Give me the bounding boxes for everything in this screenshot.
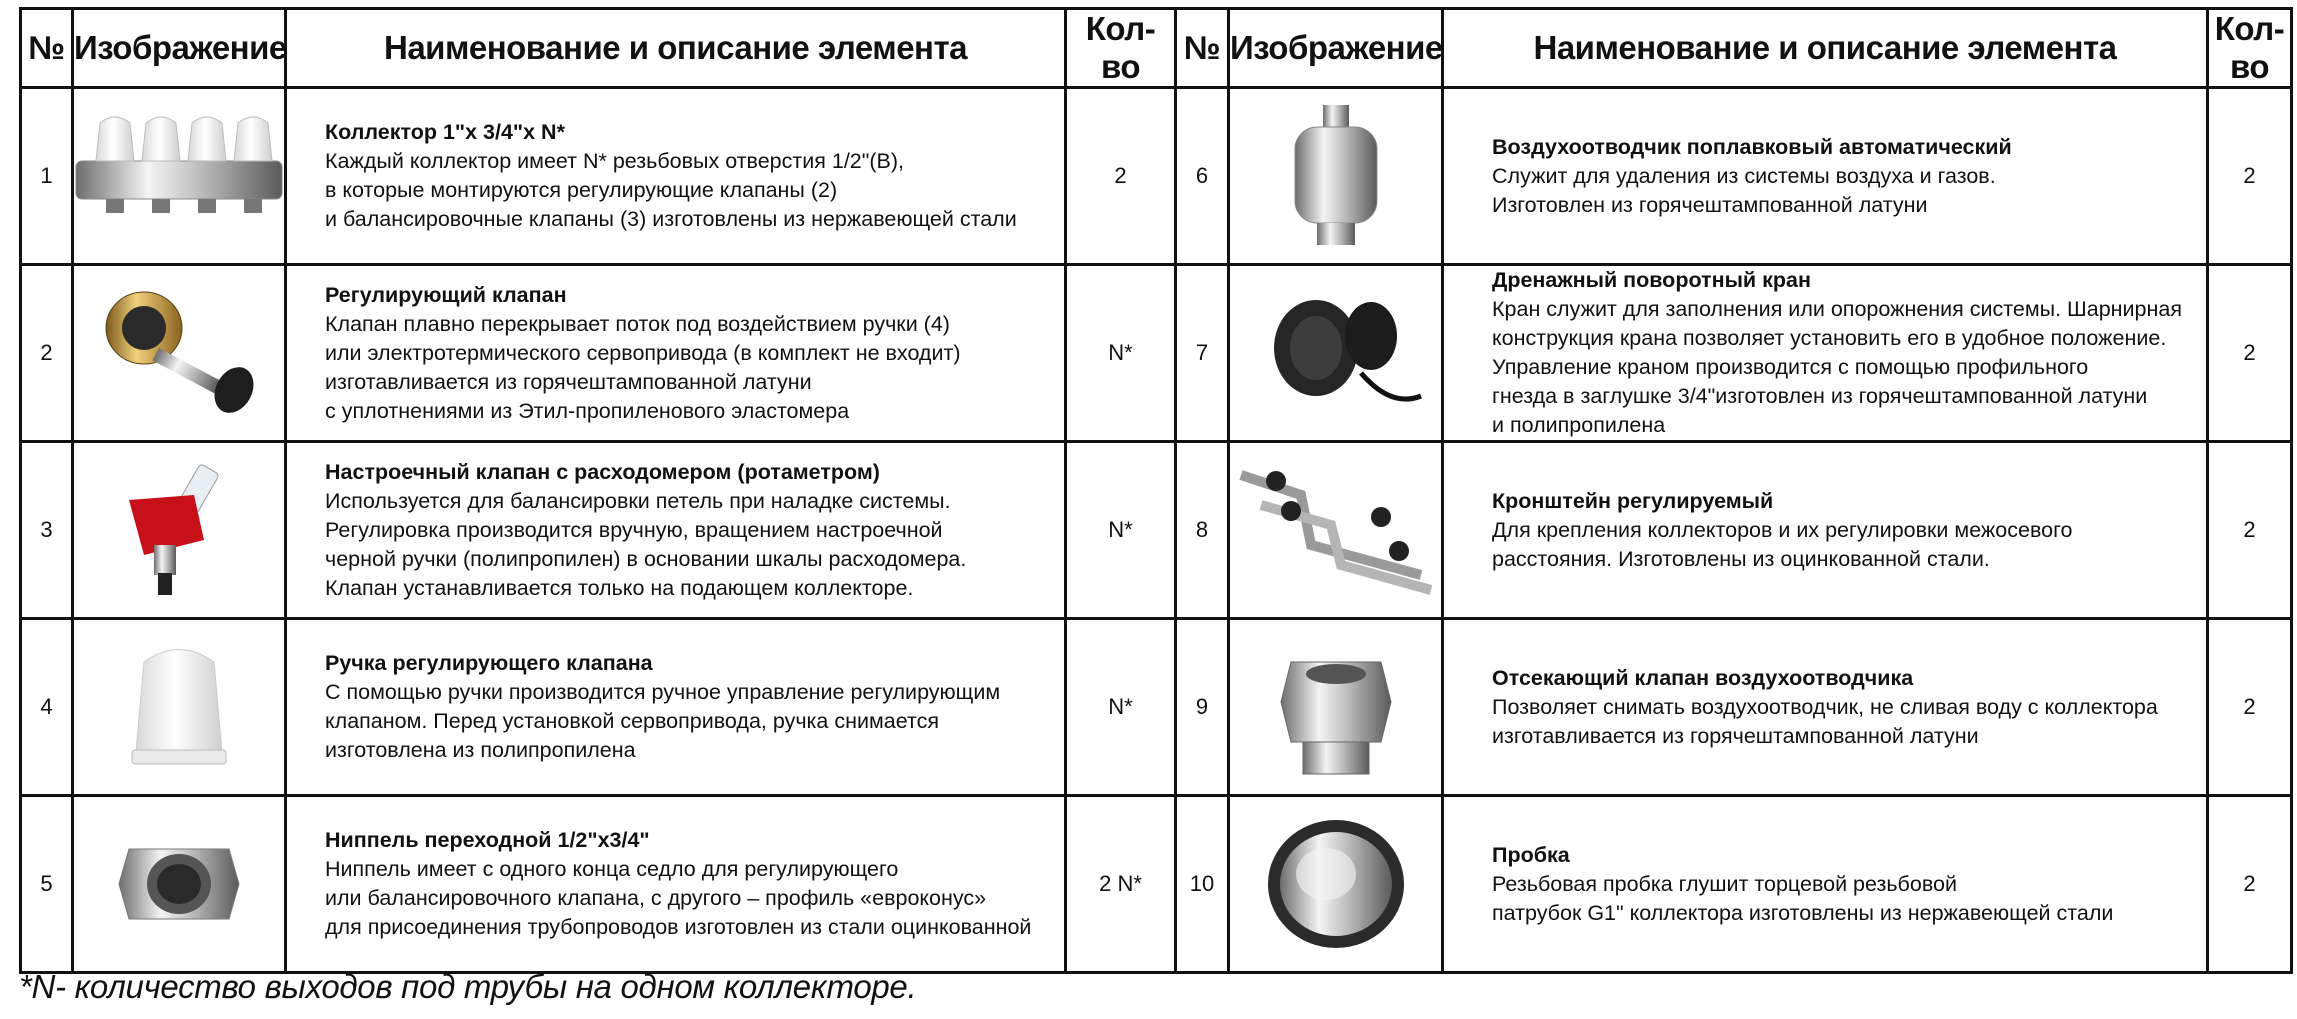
item-number: 4 [21,619,73,796]
item-description-line: или балансировочного клапана, с другого – профиль «евроконус» [325,886,987,910]
item-description [1443,88,2208,265]
item-description-line: и балансировочные клапаны (3) изготовлены из нержавеющей стали [325,207,1017,231]
flowmeter-valve-icon [73,442,286,619]
item-title: Дренажный поворотный кран [1492,268,1811,292]
item-description [1443,796,2208,973]
item-description [286,442,1066,619]
header-qty: Кол-во [1066,9,1176,88]
item-description-line: Клапан устанавливается только на подающем коллекторе. [325,575,914,600]
item-description-line: Изготовлен из горячештампованной латуни [1492,192,1928,217]
item-description-line: Позволяет снимать воздухоотводчик, не сливая воду с коллектора [1492,694,2158,719]
item-description-line: изготавливается из горячештампованной латуни [1492,723,1979,748]
adapter-nipple-icon [73,796,286,973]
item-description-line: Каждый коллектор имеет N* резьбовых отверстия 1/2"(В), [325,149,905,173]
item-number: 3 [21,442,73,619]
item-quantity: N* [1066,442,1176,619]
item-number: 9 [1176,619,1229,796]
item-number: 1 [21,88,73,265]
regulating-valve-icon [73,265,286,442]
item-number: 5 [21,796,73,973]
item-title: Регулирующий клапан [325,282,567,307]
item-description [1443,265,2208,442]
bracket-icon [1229,442,1443,619]
item-number: 2 [21,265,73,442]
header-row [21,9,2292,88]
item-description-line: с уплотнениями из Этил-пропиленового эластомера [325,398,850,423]
item-description-line: патрубок G1" коллектора изготовлены из нержавеющей стали [1492,900,2114,925]
item-title: Пробка [1492,842,1570,867]
drain-valve-icon [1229,265,1443,442]
item-description-line: изготавливается из горячештампованной латуни [325,369,812,394]
item-description-line: Служит для удаления из системы воздуха и газов. [1492,163,1996,188]
item-description-line: клапаном. Перед установкой сервопривода, ручка снимается [325,709,939,733]
header-name-2: Наименование и описание элемента [1443,9,2208,88]
components-table-wrapper [19,7,2290,974]
item-description-line: Кран служит для заполнения или опорожнения системы. Шарнирная [1492,297,2182,321]
table-row [21,619,2292,796]
item-description [286,619,1066,796]
item-title: Кронштейн регулируемый [1492,488,1774,513]
components-table [19,7,2293,974]
manifold-icon [73,88,286,265]
item-number: 6 [1176,88,1229,265]
table-row [21,265,2292,442]
item-quantity: 2 N* [1066,796,1176,973]
item-title: Настроечный клапан с расходомером (ротаметром) [325,459,880,484]
item-quantity: 2 [2208,265,2292,442]
item-number: 10 [1176,796,1229,973]
item-quantity: 2 [2208,442,2292,619]
item-title: Отсекающий клапан воздухоотводчика [1492,665,1914,690]
item-title: Коллектор 1"x 3/4"x N* [325,120,565,144]
item-quantity: 2 [2208,619,2292,796]
valve-handle-icon [73,619,286,796]
item-title: Воздухоотводчик поплавковый автоматический [1492,134,2012,159]
item-description-line: Используется для балансировки петель при наладке системы. [325,488,951,513]
item-quantity: N* [1066,265,1176,442]
item-description-line: Регулировка производится вручную, вращением настроечной [325,517,943,542]
item-description-line: Для крепления коллекторов и их регулировки межосевого [1492,517,2073,542]
air-vent-icon [1229,88,1443,265]
footnote: *N- количество выходов под трубы на одном коллекторе. [19,968,917,1005]
item-description-line: черной ручки (полипропилен) в основании шкалы расходомера. [325,546,967,571]
item-description-line: Ниппель имеет с одного конца седло для регулирующего [325,857,899,881]
item-quantity: 2 [2208,88,2292,265]
table-row [21,88,2292,265]
item-description-line: конструкция крана позволяет установить его в удобное положение. [1492,326,2167,350]
item-description-line: гнезда в заглушке 3/4"изготовлен из горячештампованной латуни [1492,384,2148,408]
item-description [1443,619,2208,796]
table-row [21,796,2292,973]
header-qty-2: Кол-во [2208,9,2292,88]
item-quantity: N* [1066,619,1176,796]
item-title: Ниппель переходной 1/2"x3/4" [325,828,650,852]
item-description [286,265,1066,442]
item-title: Ручка регулирующего клапана [325,651,653,675]
header-num: № [21,9,73,88]
item-description-line: расстояния. Изготовлены из оцинкованной стали. [1492,546,1990,571]
item-description-line: С помощью ручки производится ручное управление регулирующим [325,680,1001,704]
item-number: 7 [1176,265,1229,442]
item-quantity: 2 [1066,88,1176,265]
plug-icon [1229,796,1443,973]
item-description [286,796,1066,973]
item-description [286,88,1066,265]
item-description [1443,442,2208,619]
item-number: 8 [1176,442,1229,619]
item-description-line: или электротермического сервопривода (в комплект не входит) [325,340,961,365]
table-row [21,442,2292,619]
header-num-2: № [1176,9,1229,88]
item-quantity: 2 [2208,796,2292,973]
item-description-line: в которые монтируются регулирующие клапаны (2) [325,178,838,202]
item-description-line: Управление краном производится с помощью профильного [1492,355,2089,379]
item-description-line: Резьбовая пробка глушит торцевой резьбовой [1492,871,1957,896]
header-image: Изображение [73,9,286,88]
item-description-line: и полипропилена [1492,413,1666,437]
item-description-line: Клапан плавно перекрывает поток под воздействием ручки (4) [325,311,950,336]
header-image-2: Изображение [1229,9,1443,88]
item-description-line: для присоединения трубопроводов изготовлен из стали оцинкованной [325,915,1032,939]
shutoff-valve-icon [1229,619,1443,796]
header-name: Наименование и описание элемента [286,9,1066,88]
item-description-line: изготовлена из полипропилена [325,738,636,762]
